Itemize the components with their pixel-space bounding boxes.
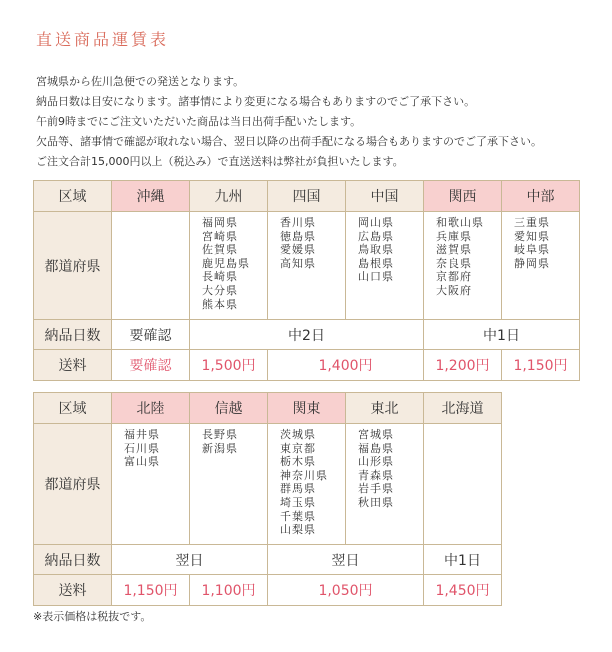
days-okinawa: 要確認	[112, 320, 190, 350]
prefs-hokuriku	[112, 424, 190, 545]
prefs-chubu	[502, 212, 580, 320]
prefs-row-label: 都道府県	[34, 424, 112, 545]
prefecture: 和歌山県	[436, 216, 484, 229]
region-hokuriku: 北陸	[112, 393, 190, 424]
region-tohoku: 東北	[346, 393, 424, 424]
fee-hokkaido: 1,450円	[424, 575, 502, 606]
prefecture: 岐阜県	[514, 243, 550, 257]
prefs-shinetsu	[190, 424, 268, 545]
days-kansai-chubu: 中1日	[424, 320, 580, 350]
days-hokkaido: 中1日	[424, 545, 502, 575]
notes	[36, 72, 542, 172]
fee-okinawa: 要確認	[112, 350, 190, 381]
days-row-label: 納品日数	[34, 545, 112, 575]
prefecture: 秋田県	[358, 495, 394, 509]
fee-shinetsu: 1,100円	[190, 575, 268, 606]
prefs-chugoku	[346, 212, 424, 320]
prefecture: 神奈川県	[280, 468, 328, 482]
prefecture: 三重県	[514, 216, 550, 229]
prefecture: 静岡県	[514, 256, 550, 270]
prefecture: 福島県	[358, 441, 394, 455]
prefecture: 長崎県	[202, 270, 238, 284]
prefecture: 新潟県	[202, 441, 238, 455]
prefecture: 宮城県	[358, 428, 394, 441]
prefecture: 群馬県	[280, 482, 316, 496]
prefecture: 岩手県	[358, 482, 394, 496]
note-line: 欠品等、諸事情で確認が取れない場合、翌日以降の出荷手配になる場合もありますのでご了承下さい。	[36, 135, 542, 148]
fee-kanto-tohoku: 1,050円	[268, 575, 424, 606]
region-shinetsu: 信越	[190, 393, 268, 424]
prefs-kansai	[424, 212, 502, 320]
days-row-label: 納品日数	[34, 320, 112, 350]
prefecture: 山梨県	[280, 523, 316, 537]
prefecture: 熊本県	[202, 297, 238, 311]
fee-chubu: 1,150円	[502, 350, 580, 381]
fee-row-label: 送料	[34, 350, 112, 381]
prefecture: 鳥取県	[358, 243, 394, 257]
prefecture: 大阪府	[436, 283, 472, 297]
prefs-row-label: 都道府県	[34, 212, 112, 320]
prefecture: 山形県	[358, 455, 394, 469]
prefecture: 徳島県	[280, 229, 316, 243]
prefs-shikoku	[268, 212, 346, 320]
days-hokuriku-shinetsu: 翌日	[112, 545, 268, 575]
fee-hokuriku: 1,150円	[112, 575, 190, 606]
prefs-tohoku	[346, 424, 424, 545]
region-chugoku: 中国	[346, 181, 424, 212]
note-line: 宮城県から佐川急便での発送となります。	[36, 75, 245, 88]
prefecture: 滋賀県	[436, 243, 472, 257]
prefecture: 埼玉県	[280, 495, 316, 509]
prefecture: 石川県	[124, 441, 160, 455]
rate-table-east	[33, 392, 502, 606]
prefecture: 奈良県	[436, 256, 472, 270]
prefecture: 福岡県	[202, 216, 238, 229]
fee-shikoku-chugoku: 1,400円	[268, 350, 424, 381]
prefecture: 愛知県	[514, 229, 550, 243]
region-hokkaido: 北海道	[424, 393, 502, 424]
region-chubu: 中部	[502, 181, 580, 212]
prefs-kyushu	[190, 212, 268, 320]
fee-kyushu: 1,500円	[190, 350, 268, 381]
prefecture: 富山県	[124, 455, 160, 469]
prefs-hokkaido	[424, 424, 502, 545]
note-line: ご注文合計15,000円以上（税込み）で直送送料は弊社が負担いたします。	[36, 155, 404, 168]
prefecture: 佐賀県	[202, 243, 238, 257]
prefs-kanto	[268, 424, 346, 545]
prefecture: 高知県	[280, 256, 316, 270]
prefecture: 愛媛県	[280, 243, 316, 257]
prefecture: 栃木県	[280, 455, 316, 469]
prefecture: 大分県	[202, 283, 238, 297]
fee-row-label: 送料	[34, 575, 112, 606]
rate-table-west	[33, 180, 580, 381]
days-kanto-tohoku: 翌日	[268, 545, 424, 575]
note-line: 午前9時までにご注文いただいた商品は当日出荷手配いたします。	[36, 115, 362, 128]
fee-kansai: 1,200円	[424, 350, 502, 381]
prefecture: 宮崎県	[202, 229, 238, 243]
region-shikoku: 四国	[268, 181, 346, 212]
prefecture: 茨城県	[280, 428, 316, 441]
region-kyushu: 九州	[190, 181, 268, 212]
days-kyushu-chugoku: 中2日	[190, 320, 424, 350]
tax-footnote: ※表示価格は税抜です。	[33, 610, 152, 623]
prefecture: 福井県	[124, 428, 160, 441]
prefecture: 広島県	[358, 229, 394, 243]
prefecture: 岡山県	[358, 216, 394, 229]
note-line: 納品日数は目安になります。諸事情により変更になる場合もありますのでご了承下さい。	[36, 95, 476, 108]
prefecture: 千葉県	[280, 509, 316, 523]
region-okinawa: 沖縄	[112, 181, 190, 212]
region-header-label: 区域	[34, 181, 112, 212]
prefecture: 長野県	[202, 428, 238, 441]
prefecture: 島根県	[358, 256, 394, 270]
prefecture: 東京都	[280, 441, 316, 455]
prefecture: 青森県	[358, 468, 394, 482]
region-kanto: 関東	[268, 393, 346, 424]
prefecture: 京都府	[436, 270, 472, 284]
prefecture: 香川県	[280, 216, 316, 229]
prefecture: 鹿児島県	[202, 256, 250, 270]
region-header-label: 区域	[34, 393, 112, 424]
prefecture: 山口県	[358, 270, 394, 284]
page-title: 直送商品運賃表	[36, 30, 170, 49]
prefecture: 兵庫県	[436, 229, 472, 243]
region-kansai: 関西	[424, 181, 502, 212]
prefs-okinawa	[112, 212, 190, 320]
